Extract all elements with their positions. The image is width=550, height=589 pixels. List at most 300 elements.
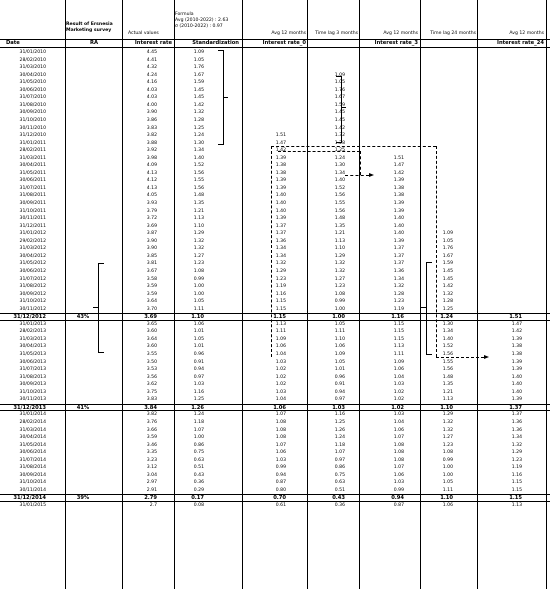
cell-ra[interactable] [66, 472, 100, 480]
cell-s[interactable]: 1.05 [193, 299, 204, 305]
cell-s[interactable]: 1.76 [193, 65, 204, 71]
cell-a[interactable]: 3.90 [146, 246, 157, 252]
cell-m0[interactable]: 1.23 [275, 276, 286, 282]
cell-ra[interactable] [66, 192, 100, 200]
cell-ra[interactable] [66, 442, 100, 450]
cell-m0[interactable]: 1.39 [275, 216, 286, 222]
cell-m3[interactable]: 1.03 [393, 412, 404, 418]
cell-s[interactable]: 1.07 [193, 427, 204, 433]
cell-a[interactable]: 3.23 [146, 457, 157, 463]
cell-d[interactable]: 31/08/2014 [19, 465, 46, 471]
cell-s[interactable]: 1.56 [193, 170, 204, 176]
cell-s[interactable]: 1.25 [193, 125, 204, 131]
cell-m3[interactable]: 1.04 [393, 419, 404, 425]
cell-s[interactable]: 1.25 [193, 397, 204, 403]
cell-l3[interactable]: 1.48 [334, 216, 345, 222]
cell-m3[interactable] [359, 94, 404, 102]
cell-m0[interactable]: 1.36 [275, 238, 286, 244]
cell-m3[interactable]: 1.06 [393, 367, 404, 373]
cell-d[interactable]: 28/02/2010 [19, 57, 46, 63]
cell-l3[interactable]: 1.27 [334, 276, 345, 282]
cell-a[interactable]: 3.56 [146, 374, 157, 380]
cell-m3[interactable]: 1.08 [393, 450, 404, 456]
cell-m24[interactable]: 1.38 [511, 352, 522, 357]
cell-l24[interactable]: 1.24 [440, 314, 453, 321]
cell-l3[interactable]: 1.01 [334, 367, 345, 373]
cell-a[interactable]: 3.83 [146, 125, 157, 131]
cell-m24[interactable]: 1.15 [511, 480, 522, 486]
cell-m0[interactable] [242, 109, 286, 117]
cell-m24[interactable]: 1.16 [511, 472, 522, 478]
cell-a[interactable]: 3.58 [146, 276, 157, 282]
cell-l3[interactable]: 1.21 [334, 231, 345, 237]
cell-d[interactable]: 31/10/2012 [19, 299, 46, 305]
cell-m0[interactable]: 1.16 [275, 291, 286, 297]
cell-m3[interactable]: 1.04 [393, 374, 404, 380]
cell-d[interactable]: 31/07/2010 [19, 95, 46, 101]
cell-ra[interactable] [66, 291, 100, 299]
cell-ra[interactable] [66, 427, 100, 435]
cell-l24[interactable] [420, 94, 453, 102]
cell-m24[interactable]: 1.29 [511, 450, 522, 456]
cell-l3[interactable] [307, 64, 345, 72]
cell-s[interactable]: 1.30 [193, 140, 204, 146]
cell-d[interactable]: 31/07/2012 [19, 276, 46, 282]
cell-l24[interactable]: 1.10 [440, 404, 453, 411]
cell-ra[interactable] [66, 125, 100, 133]
cell-ra[interactable] [66, 359, 100, 367]
cell-l24[interactable] [420, 57, 453, 65]
cell-l24[interactable]: 1.10 [440, 495, 453, 502]
cell-a[interactable]: 3.50 [146, 359, 157, 365]
cell-l3[interactable]: 1.29 [334, 253, 345, 259]
cell-m3[interactable]: 1.02 [393, 389, 404, 395]
cell-ra[interactable] [66, 479, 100, 487]
cell-m0[interactable]: 1.04 [275, 397, 286, 403]
cell-a[interactable]: 2.79 [144, 495, 157, 502]
cell-m24[interactable] [477, 260, 522, 268]
cell-m24[interactable] [477, 276, 522, 284]
cell-m0[interactable]: 0.61 [275, 503, 286, 508]
cell-m0[interactable]: 1.40 [275, 201, 286, 206]
cell-d[interactable]: 30/09/2011 [19, 201, 46, 206]
cell-s[interactable]: 1.08 [193, 268, 204, 274]
cell-m3[interactable] [359, 147, 404, 155]
cell-m0[interactable]: 1.03 [275, 389, 286, 395]
cell-ra[interactable] [66, 464, 100, 472]
cell-ra[interactable] [66, 374, 100, 382]
cell-l3[interactable]: 1.52 [334, 185, 345, 191]
cell-m24[interactable] [477, 283, 522, 291]
cell-d[interactable]: 31/03/2011 [19, 155, 46, 161]
cell-l3[interactable]: 1.03 [332, 404, 345, 411]
cell-m24[interactable] [477, 147, 522, 155]
cell-m24[interactable] [477, 125, 522, 133]
cell-ra[interactable] [66, 57, 100, 65]
cell-m0[interactable]: 1.15 [275, 299, 286, 305]
cell-m0[interactable]: 1.38 [275, 170, 286, 176]
cell-d[interactable]: 31/05/2013 [19, 352, 46, 357]
cell-l3[interactable] [307, 57, 345, 65]
cell-a[interactable]: 3.82 [146, 133, 157, 139]
cell-a[interactable]: 2.97 [146, 480, 157, 486]
cell-m3[interactable]: 1.38 [393, 193, 404, 199]
cell-a[interactable]: 3.87 [146, 231, 157, 237]
cell-m24[interactable]: 1.37 [511, 412, 522, 418]
cell-m0[interactable]: 1.06 [273, 404, 286, 411]
cell-m0[interactable]: 1.40 [275, 193, 286, 199]
cell-m3[interactable] [359, 102, 404, 110]
cell-m24[interactable]: 1.40 [511, 382, 522, 388]
cell-s[interactable]: 0.75 [193, 450, 204, 456]
cell-ra[interactable] [66, 487, 100, 495]
cell-l3[interactable]: 1.25 [334, 148, 345, 154]
cell-a[interactable]: 4.41 [146, 57, 157, 63]
cell-l3[interactable]: 1.06 [334, 344, 345, 350]
cell-l3[interactable]: 1.10 [334, 246, 345, 252]
cell-ra[interactable] [66, 396, 100, 404]
col-actual[interactable]: Interest rate [134, 40, 172, 46]
cell-s[interactable]: 1.21 [193, 208, 204, 214]
cell-l24[interactable] [420, 79, 453, 87]
cell-l24[interactable] [420, 109, 453, 117]
cell-m24[interactable] [477, 94, 522, 102]
cell-m3[interactable]: 1.37 [393, 246, 404, 252]
cell-s[interactable]: 1.09 [193, 50, 204, 55]
cell-ra[interactable] [66, 253, 100, 261]
cell-d[interactable]: 31/05/2012 [19, 261, 46, 267]
cell-l3[interactable] [307, 49, 345, 57]
cell-m0[interactable]: 1.08 [275, 435, 286, 441]
cell-s[interactable]: 1.32 [193, 246, 204, 252]
cell-d[interactable]: 31/10/2010 [19, 117, 46, 123]
cell-m24[interactable]: 1.39 [511, 397, 522, 403]
cell-d[interactable]: 31/08/2012 [19, 284, 46, 290]
cell-ra[interactable] [66, 87, 100, 95]
cell-a[interactable]: 3.84 [144, 404, 157, 411]
cell-d[interactable]: 31/10/2013 [19, 389, 46, 395]
cell-m3[interactable]: 1.08 [393, 457, 404, 463]
cell-ra[interactable] [66, 336, 100, 344]
cell-ra[interactable] [66, 245, 100, 253]
cell-a[interactable]: 3.76 [146, 419, 157, 425]
cell-l3[interactable]: 1.67 [334, 95, 345, 101]
cell-m3[interactable]: 1.38 [393, 185, 404, 191]
cell-m24[interactable] [477, 238, 522, 246]
cell-m0[interactable]: 1.15 [273, 314, 286, 321]
cell-l3[interactable]: 1.30 [334, 163, 345, 169]
cell-m24[interactable]: 1.36 [511, 419, 522, 425]
cell-s[interactable]: 1.67 [193, 72, 204, 78]
cell-ra[interactable] [66, 381, 100, 389]
cell-d[interactable]: 30/11/2010 [19, 125, 46, 131]
cell-m24[interactable]: 1.37 [509, 404, 522, 411]
cell-ra[interactable] [66, 64, 100, 72]
cell-m3[interactable]: 1.02 [391, 404, 404, 411]
cell-d[interactable]: 31/01/2013 [19, 321, 46, 327]
cell-m0[interactable] [242, 49, 286, 57]
cell-m3[interactable] [359, 49, 404, 57]
cell-a[interactable]: 3.82 [146, 412, 157, 418]
cell-s[interactable]: 1.32 [193, 238, 204, 244]
cell-m24[interactable]: 1.34 [511, 435, 522, 441]
cell-ra[interactable] [66, 132, 100, 140]
cell-m0[interactable]: 1.03 [275, 457, 286, 463]
cell-m3[interactable]: 1.03 [393, 382, 404, 388]
cell-l3[interactable]: 1.10 [334, 336, 345, 342]
cell-ra[interactable] [66, 419, 100, 427]
cell-m3[interactable]: 1.39 [393, 178, 404, 184]
cell-m24[interactable]: 1.39 [511, 336, 522, 342]
cell-d[interactable]: 31/01/2015 [19, 503, 46, 508]
cell-d[interactable]: 30/11/2012 [19, 306, 46, 312]
cell-a[interactable]: 3.69 [144, 314, 157, 321]
cell-s[interactable]: 0.96 [193, 352, 204, 357]
cell-m3[interactable] [359, 109, 404, 117]
cell-m24[interactable] [477, 117, 522, 125]
cell-ra[interactable] [66, 102, 100, 110]
cell-l24[interactable]: 1.42 [442, 284, 453, 290]
cell-d[interactable]: 28/02/2011 [19, 148, 46, 154]
cell-a[interactable]: 3.88 [146, 140, 157, 146]
cell-d[interactable]: 28/02/2014 [19, 419, 46, 425]
cell-a[interactable]: 3.69 [146, 223, 157, 229]
cell-l3[interactable]: 1.35 [334, 223, 345, 229]
cell-m0[interactable]: 1.39 [275, 155, 286, 161]
cell-l24[interactable]: 1.05 [442, 480, 453, 486]
cell-m24[interactable]: 1.36 [511, 427, 522, 433]
cell-s[interactable]: 0.86 [193, 442, 204, 448]
cell-m0[interactable]: 1.47 [275, 140, 286, 146]
cell-l24[interactable]: 1.34 [442, 329, 453, 335]
cell-ra[interactable] [66, 170, 100, 178]
cell-l24[interactable]: 1.55 [442, 359, 453, 365]
cell-l3[interactable]: 1.13 [334, 238, 345, 244]
cell-m3[interactable]: 1.11 [393, 352, 404, 357]
cell-m3[interactable]: 1.39 [393, 238, 404, 244]
cell-s[interactable]: 0.08 [193, 503, 204, 508]
cell-m0[interactable]: 1.19 [275, 284, 286, 290]
cell-m0[interactable]: 0.80 [275, 487, 286, 493]
cell-ra[interactable] [66, 238, 100, 246]
cell-d[interactable]: 31/03/2013 [19, 336, 46, 342]
cell-l3[interactable]: 0.86 [334, 465, 345, 471]
cell-s[interactable]: 1.00 [193, 291, 204, 297]
cell-d[interactable]: 31/08/2013 [19, 374, 46, 380]
cell-a[interactable]: 4.13 [146, 170, 157, 176]
cell-l24[interactable]: 1.32 [442, 291, 453, 297]
cell-l24[interactable]: 1.67 [442, 253, 453, 259]
cell-a[interactable]: 3.92 [146, 148, 157, 154]
cell-m3[interactable]: 1.15 [393, 336, 404, 342]
cell-ra[interactable] [66, 109, 100, 117]
cell-l3[interactable]: 1.34 [334, 170, 345, 176]
cell-l24[interactable]: 1.23 [442, 442, 453, 448]
cell-l3[interactable]: 1.59 [334, 102, 345, 108]
cell-a[interactable]: 3.64 [146, 336, 157, 342]
cell-ra[interactable] [66, 366, 100, 374]
col-avg12-c[interactable]: Interest rate_24 [497, 40, 544, 46]
cell-m0[interactable]: 0.94 [275, 472, 286, 478]
cell-l3[interactable]: 1.42 [334, 125, 345, 131]
cell-l3[interactable]: 1.76 [334, 87, 345, 93]
cell-s[interactable]: 1.45 [193, 87, 204, 93]
cell-m0[interactable]: 1.40 [275, 208, 286, 214]
cell-ra[interactable] [66, 208, 100, 216]
cell-l24[interactable]: 1.11 [442, 487, 453, 493]
cell-l3[interactable]: 0.43 [332, 495, 345, 502]
cell-l24[interactable]: 1.56 [442, 367, 453, 373]
cell-s[interactable]: 1.00 [193, 435, 204, 441]
cell-m0[interactable] [242, 125, 286, 133]
cell-m3[interactable]: 1.40 [393, 231, 404, 237]
cell-ra[interactable] [66, 321, 100, 329]
cell-s[interactable]: 0.17 [191, 495, 204, 502]
cell-l3[interactable]: 1.24 [334, 155, 345, 161]
cell-m3[interactable]: 1.40 [393, 216, 404, 222]
cell-m3[interactable] [359, 132, 404, 140]
cell-d[interactable]: 31/05/2010 [19, 80, 46, 86]
cell-m24[interactable] [477, 57, 522, 65]
cell-a[interactable]: 3.60 [146, 329, 157, 335]
cell-s[interactable]: 1.24 [193, 412, 204, 418]
cell-ra[interactable] [66, 72, 100, 80]
cell-m24[interactable] [477, 109, 522, 117]
cell-d[interactable]: 31/01/2010 [19, 50, 46, 55]
cell-m0[interactable]: 1.07 [275, 442, 286, 448]
cell-l3[interactable]: 0.94 [334, 389, 345, 395]
cell-m24[interactable] [477, 140, 522, 148]
cell-l24[interactable]: 1.29 [442, 412, 453, 418]
cell-m24[interactable]: 1.19 [511, 465, 522, 471]
cell-ra[interactable] [66, 200, 100, 208]
cell-d[interactable]: 29/02/2012 [19, 238, 46, 244]
cell-m0[interactable]: 1.15 [275, 306, 286, 312]
cell-m0[interactable] [242, 117, 286, 125]
cell-m3[interactable]: 1.39 [393, 201, 404, 206]
cell-s[interactable]: 1.29 [193, 231, 204, 237]
cell-d[interactable]: 31/12/2014 [13, 495, 46, 502]
cell-d[interactable]: 30/06/2013 [19, 359, 46, 365]
cell-m3[interactable]: 1.06 [393, 472, 404, 478]
cell-s[interactable]: 0.94 [193, 367, 204, 373]
cell-s[interactable]: 0.43 [193, 472, 204, 478]
cell-m0[interactable]: 1.51 [275, 133, 286, 139]
cell-s[interactable]: 1.16 [193, 389, 204, 395]
cell-s[interactable]: 1.00 [193, 284, 204, 290]
cell-d[interactable]: 30/11/2014 [19, 487, 46, 493]
cell-m0[interactable]: 1.08 [275, 419, 286, 425]
cell-l3[interactable]: 1.32 [334, 268, 345, 274]
cell-l24[interactable]: 1.00 [442, 465, 453, 471]
cell-m3[interactable]: 1.07 [393, 435, 404, 441]
cell-l24[interactable]: 1.56 [442, 352, 453, 357]
cell-m0[interactable] [242, 102, 286, 110]
cell-m0[interactable]: 1.32 [275, 261, 286, 267]
cell-l3[interactable]: 1.16 [334, 412, 345, 418]
cell-m3[interactable]: 1.28 [393, 291, 404, 297]
cell-m3[interactable]: 1.08 [393, 442, 404, 448]
cell-s[interactable]: 1.01 [193, 344, 204, 350]
cell-l3[interactable]: 1.40 [334, 178, 345, 184]
cell-l24[interactable]: 1.45 [442, 276, 453, 282]
cell-m0[interactable]: 1.11 [275, 329, 286, 335]
cell-l3[interactable]: 0.91 [334, 382, 345, 388]
cell-a[interactable]: 4.13 [146, 185, 157, 191]
cell-l24[interactable]: 1.40 [442, 336, 453, 342]
cell-m0[interactable] [242, 64, 286, 72]
cell-l3[interactable]: 1.32 [334, 261, 345, 267]
cell-l24[interactable]: 1.06 [442, 503, 453, 508]
cell-a[interactable]: 3.65 [146, 321, 157, 327]
cell-a[interactable]: 3.79 [146, 208, 157, 214]
cell-m0[interactable]: 1.13 [275, 321, 286, 327]
cell-a[interactable]: 3.64 [146, 299, 157, 305]
cell-ra[interactable] [66, 185, 100, 193]
cell-d[interactable]: 31/12/2010 [19, 133, 46, 139]
cell-l3[interactable]: 1.55 [334, 201, 345, 206]
cell-m24[interactable]: 1.39 [511, 367, 522, 373]
cell-m3[interactable]: 0.87 [393, 503, 404, 508]
cell-l3[interactable]: 1.28 [334, 140, 345, 146]
cell-l3[interactable]: 1.05 [334, 80, 345, 86]
cell-m24[interactable]: 1.15 [511, 487, 522, 493]
cell-ra[interactable] [66, 276, 100, 284]
cell-s[interactable]: 1.45 [193, 95, 204, 101]
cell-d[interactable]: 31/08/2011 [19, 193, 46, 199]
cell-l24[interactable] [420, 72, 453, 80]
cell-a[interactable]: 3.46 [146, 442, 157, 448]
cell-l24[interactable]: 1.28 [442, 299, 453, 305]
cell-a[interactable]: 3.62 [146, 382, 157, 388]
cell-m3[interactable]: 1.09 [393, 359, 404, 365]
cell-d[interactable]: 31/03/2010 [19, 65, 46, 71]
cell-m24[interactable]: 1.39 [511, 359, 522, 365]
cell-ra[interactable] [66, 155, 100, 163]
cell-s[interactable]: 0.63 [193, 457, 204, 463]
cell-m0[interactable]: 1.34 [275, 246, 286, 252]
cell-d[interactable]: 30/04/2010 [19, 72, 46, 78]
cell-a[interactable]: 4.24 [146, 72, 157, 78]
cell-s[interactable]: 1.59 [193, 80, 204, 86]
cell-m24[interactable]: 1.23 [511, 457, 522, 463]
cell-l24[interactable] [420, 132, 453, 140]
cell-s[interactable]: 1.13 [193, 216, 204, 222]
cell-ra[interactable] [66, 223, 100, 231]
cell-s[interactable]: 1.56 [193, 185, 204, 191]
cell-ra[interactable] [66, 283, 100, 291]
cell-l24[interactable]: 1.35 [442, 382, 453, 388]
cell-m24[interactable] [477, 185, 522, 193]
cell-a[interactable]: 4.03 [146, 95, 157, 101]
cell-s[interactable]: 1.48 [193, 193, 204, 199]
cell-m0[interactable]: 1.09 [275, 336, 286, 342]
col-lag24[interactable] [420, 39, 476, 48]
cell-l24[interactable]: 1.21 [442, 389, 453, 395]
cell-a[interactable]: 3.72 [146, 216, 157, 222]
cell-m24[interactable] [477, 132, 522, 140]
cell-m0[interactable]: 1.39 [275, 178, 286, 184]
cell-s[interactable]: 1.18 [193, 419, 204, 425]
cell-s[interactable]: 1.10 [191, 314, 204, 321]
cell-m0[interactable]: 1.03 [275, 359, 286, 365]
cell-l24[interactable]: 1.48 [442, 374, 453, 380]
cell-s[interactable]: 0.91 [193, 359, 204, 365]
cell-d[interactable]: 30/04/2012 [19, 253, 46, 259]
cell-l24[interactable]: 0.99 [442, 457, 453, 463]
cell-a[interactable]: 3.81 [146, 261, 157, 267]
cell-l3[interactable]: 1.45 [334, 110, 345, 116]
